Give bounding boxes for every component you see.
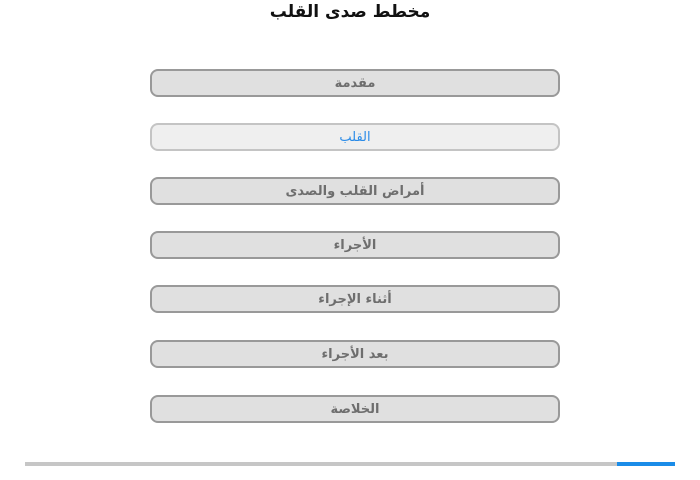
nav-item-procedure[interactable]: الأجراء [150, 231, 560, 259]
progress-bar-fill [617, 462, 676, 466]
page-title: مخطط صدى القلب [269, 2, 431, 22]
nav-item-heart[interactable]: القلب [150, 123, 560, 151]
nav-item-introduction[interactable]: مقدمة [150, 69, 560, 97]
nav-item-heart-diseases-echo[interactable]: أمراض القلب والصدى [150, 177, 560, 205]
section-nav [150, 69, 560, 450]
nav-item-after-procedure[interactable]: بعد الأجراء [150, 340, 560, 368]
nav-item-conclusion[interactable]: الخلاصة [150, 395, 560, 423]
progress-bar [25, 462, 675, 466]
nav-item-during-procedure[interactable]: أثناء الإجراء [150, 285, 560, 313]
